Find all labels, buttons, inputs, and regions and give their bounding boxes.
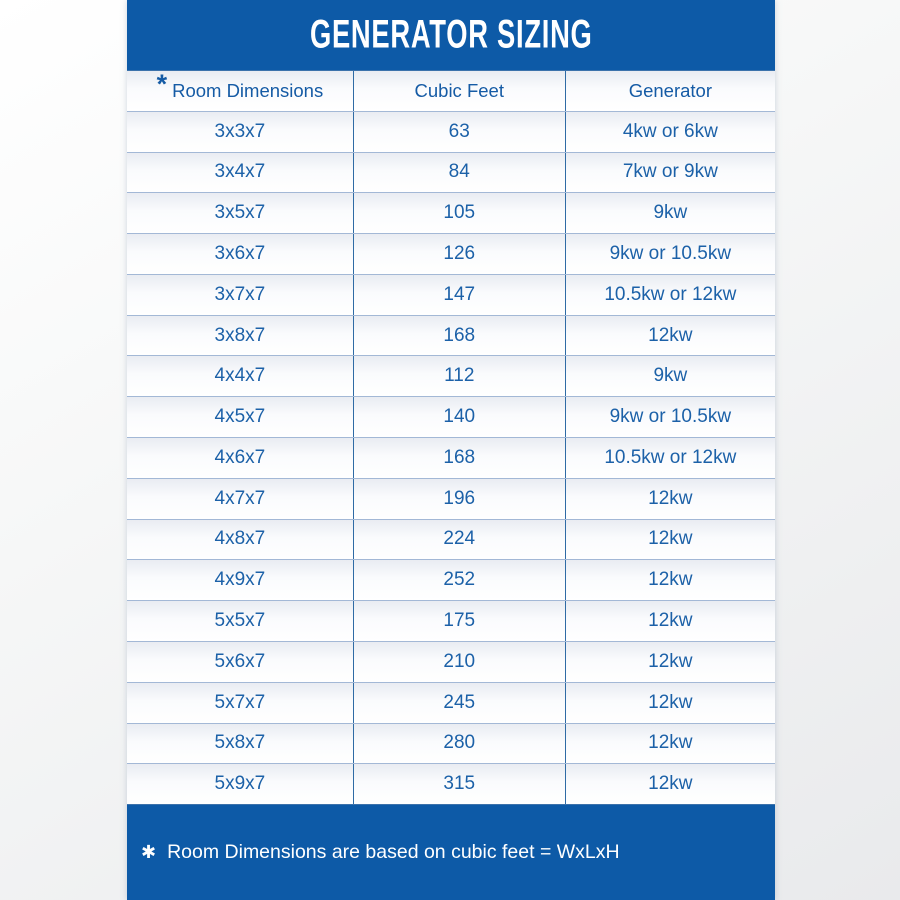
cell-room-dimensions: 5x9x7: [127, 764, 354, 804]
cell-cubic-feet: 63: [354, 112, 566, 152]
cell-generator: 7kw or 9kw: [622, 161, 718, 183]
table-row: [127, 724, 775, 765]
cell-room-dimensions: 4x9x7: [127, 560, 354, 600]
table-row: [127, 479, 775, 520]
table-row: [127, 560, 775, 601]
cell-cubic-feet: 126: [354, 234, 566, 274]
cell-generator: 12kw: [648, 732, 693, 754]
cell-generator: 12kw: [648, 610, 693, 632]
cell-cubic-feet: 224: [354, 520, 566, 560]
column-header-room-dimensions: * Room Dimensions: [127, 71, 354, 111]
table-row: [127, 112, 775, 153]
table-row: [127, 193, 775, 234]
cell-cubic-feet: 168: [354, 316, 566, 356]
table-row: [127, 683, 775, 724]
column-header-label: Room Dimensions: [172, 79, 324, 101]
cell-room-dimensions: 4x5x7: [127, 397, 354, 437]
cell-cubic-feet: 196: [354, 479, 566, 519]
table-row: [127, 275, 775, 316]
table-row: [127, 356, 775, 397]
table-row: [127, 153, 775, 194]
cell-room-dimensions: 3x8x7: [127, 316, 354, 356]
cell-generator: 4kw or 6kw: [622, 120, 718, 142]
cell-cubic-feet: 140: [354, 397, 566, 437]
cell-room-dimensions: 3x4x7: [127, 153, 354, 193]
cell-generator: 12kw: [648, 773, 693, 795]
table-row: [127, 438, 775, 479]
cell-cubic-feet: 84: [354, 153, 566, 193]
cell-cubic-feet: 175: [354, 601, 566, 641]
cell-cubic-feet: 112: [354, 356, 566, 396]
footnote-bar: [127, 805, 775, 900]
cell-generator: 12kw: [648, 324, 693, 346]
title-bar: [127, 0, 775, 70]
cell-generator: 12kw: [648, 487, 693, 509]
cell-cubic-feet: 245: [354, 683, 566, 723]
cell-cubic-feet: 252: [354, 560, 566, 600]
table-row: [127, 764, 775, 804]
cell-generator: 10.5kw or 12kw: [604, 446, 737, 468]
cell-cubic-feet: 315: [354, 764, 566, 804]
table-row: [127, 642, 775, 683]
cell-generator: 12kw: [648, 650, 693, 672]
cell-cubic-feet: 210: [354, 642, 566, 682]
cell-room-dimensions: 5x7x7: [127, 683, 354, 723]
cell-generator: 10.5kw or 12kw: [604, 283, 737, 305]
cell-room-dimensions: 4x4x7: [127, 356, 354, 396]
cell-room-dimensions: 5x6x7: [127, 642, 354, 682]
cell-cubic-feet: 168: [354, 438, 566, 478]
cell-room-dimensions: 4x8x7: [127, 520, 354, 560]
table-header-row: [127, 68, 775, 112]
cell-generator: 9kw or 10.5kw: [609, 406, 732, 428]
column-header-label: Generator: [628, 79, 712, 101]
cell-room-dimensions: 3x6x7: [127, 234, 354, 274]
cell-generator: 12kw: [648, 691, 693, 713]
table-row: [127, 520, 775, 561]
cell-generator: 9kw: [653, 365, 688, 387]
cell-cubic-feet: 280: [354, 724, 566, 764]
cell-room-dimensions: 4x6x7: [127, 438, 354, 478]
cell-cubic-feet: 105: [354, 193, 566, 233]
page-title: GENERATOR SIZING: [309, 12, 593, 57]
column-header-cubic-feet: [354, 71, 566, 111]
asterisk-icon: ✱: [141, 842, 157, 862]
cell-generator: 9kw or 10.5kw: [609, 243, 732, 265]
cell-room-dimensions: 4x7x7: [127, 479, 354, 519]
cell-room-dimensions: 3x3x7: [127, 112, 354, 152]
table-row: [127, 397, 775, 438]
cell-room-dimensions: 3x5x7: [127, 193, 354, 233]
cell-generator: 12kw: [648, 569, 693, 591]
cell-room-dimensions: 3x7x7: [127, 275, 354, 315]
table-row: [127, 601, 775, 642]
generator-sizing-panel: [127, 0, 775, 900]
cell-room-dimensions: 5x5x7: [127, 601, 354, 641]
generator-sizing-table: [127, 70, 775, 805]
column-header-label: Cubic Feet: [414, 79, 504, 101]
column-header-generator: [566, 71, 775, 111]
cell-room-dimensions: 5x8x7: [127, 724, 354, 764]
table-row: [127, 234, 775, 275]
table-row: [127, 316, 775, 357]
cell-cubic-feet: 147: [354, 275, 566, 315]
cell-generator: 9kw: [653, 202, 688, 224]
cell-generator: 12kw: [648, 528, 693, 550]
footnote-text: Room Dimensions are based on cubic feet = WxLxH: [167, 841, 620, 863]
